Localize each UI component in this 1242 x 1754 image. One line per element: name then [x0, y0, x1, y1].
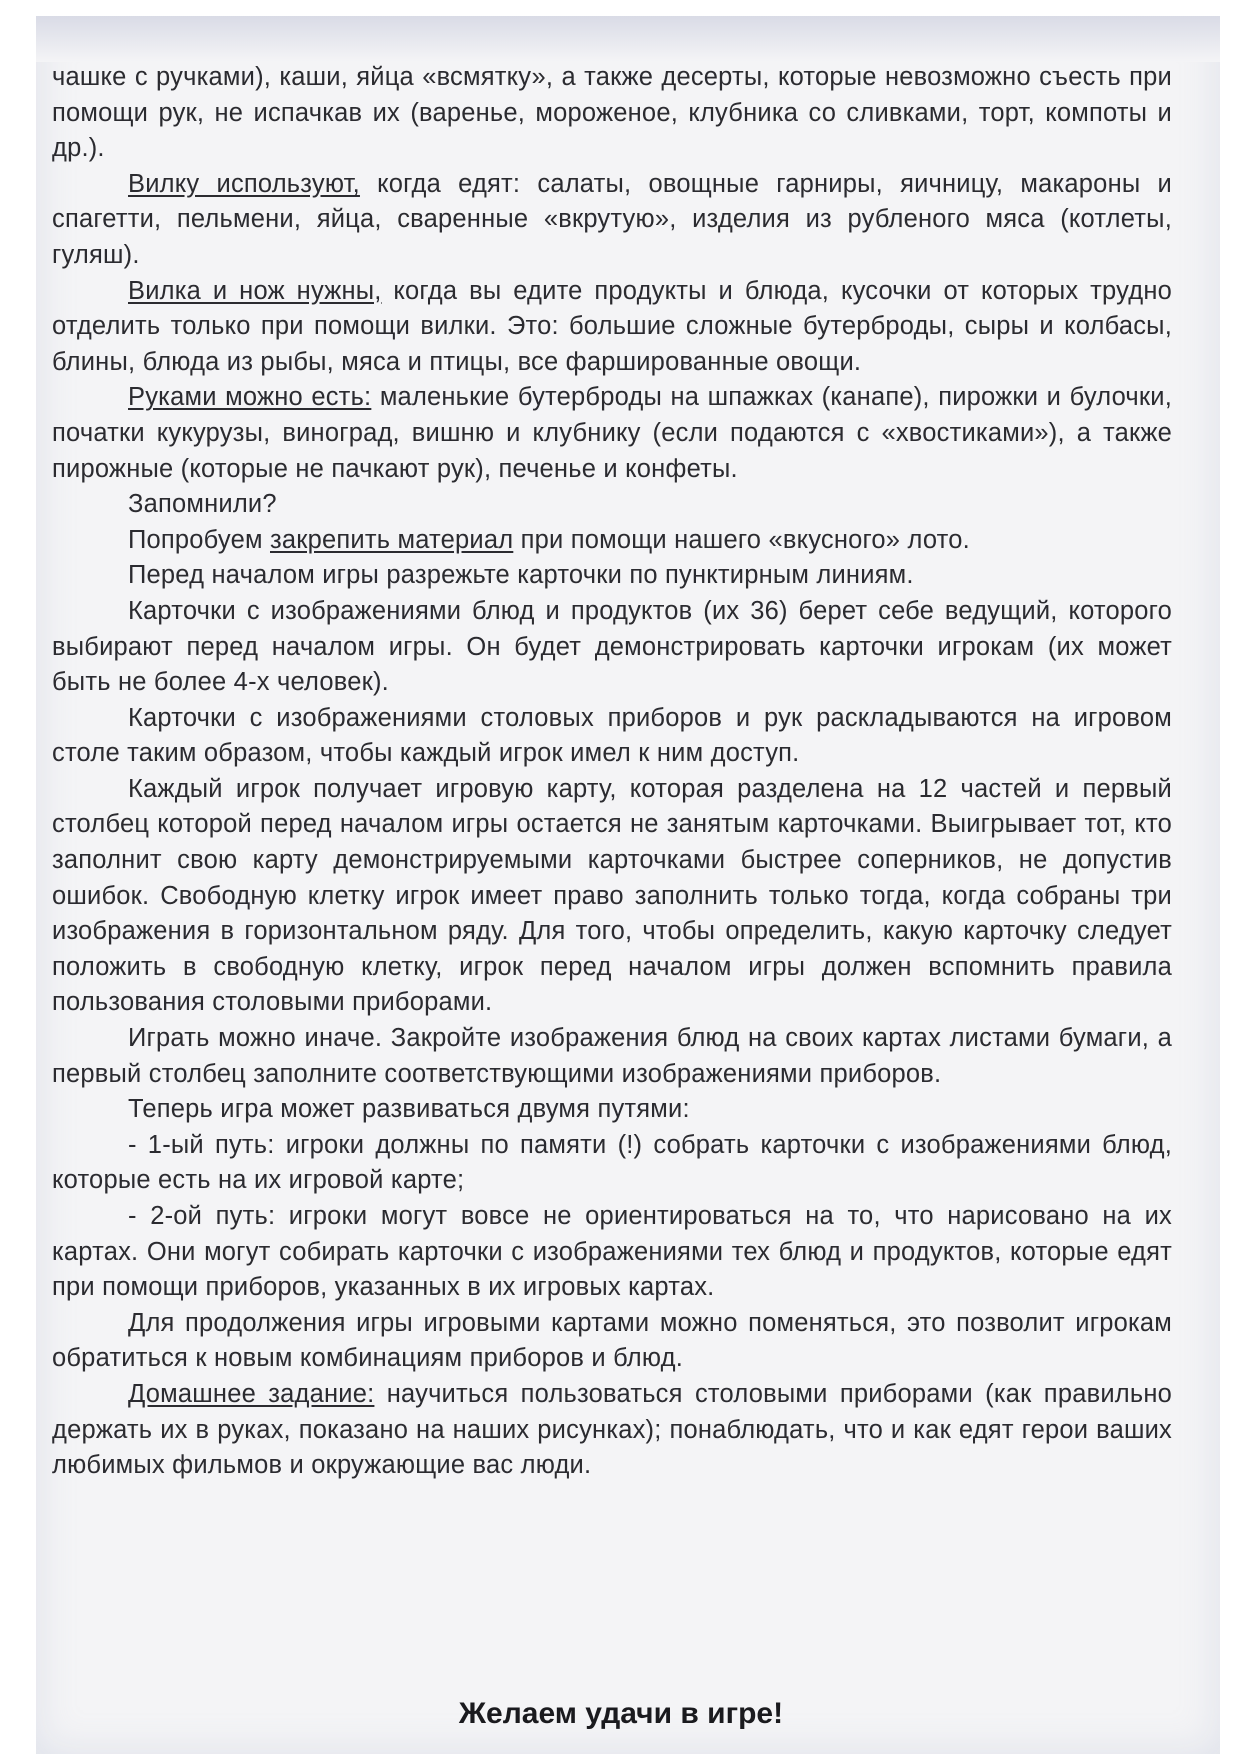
underlined-phrase: закрепить материал	[270, 525, 514, 554]
paragraph-way-one: - 1-ый путь: игроки должны по памяти (!) собрать карточки с изображениями блюд, которые есть на их игровой карте;	[52, 1130, 1172, 1195]
scan-top-shade	[36, 16, 1220, 62]
underlined-heading: Руками можно есть:	[128, 383, 372, 412]
document-body	[52, 60, 1172, 1484]
paragraph-hands: Руками можно есть: маленькие бутерброды на шпажках (канапе), пирожки и булочки, початки кукурузы, виноград, вишню и клубнику (если подаются с «хвостиками»), а также пирожные (которые не пачкают рук), печенье и конфеты.	[52, 383, 1172, 483]
paragraph-host: Карточки с изображениями блюд и продуктов (их 36) берет себе ведущий, которого выбирают перед началом игры. Он будет демонстрировать карточки игрокам (их может быть не более 4-х человек).	[52, 596, 1172, 697]
underlined-heading: Домашнее задание:	[128, 1379, 375, 1408]
paragraph-alternative: Играть можно иначе. Закройте изображения блюд на своих картах листами бумаги, а первый столбец заполните соответствующими изображениями приборов.	[52, 1024, 1172, 1088]
paragraph-utensil-cards: Карточки с изображениями столовых приборов и рук раскладываются на игровом столе таким образом, чтобы каждый игрок имел к ним доступ.	[52, 703, 1172, 768]
paragraph-fork: Вилку используют, когда едят: салаты, овощные гарниры, яичницу, макароны и спагетти, пельмени, яйца, сваренные «вкрутую», изделия из рубленого мяса (котлеты, гуляш).	[52, 169, 1172, 269]
paragraph-desserts: чашке с ручками), каши, яйца «всмятку», а также десерты, которые невозможно съесть при помощи рук, не испачкав их (варенье, мороженое, клубника со сливками, торт, компоты и др.).	[52, 63, 1172, 163]
paragraph-way-two: - 2-ой путь: игроки могут вовсе не ориентироваться на то, что нарисовано на их картах. Они могут собирать карточки с изображениями тех блюд и продуктов, которые едят при помощи приборов, указанных в их игровых картах.	[52, 1202, 1172, 1302]
closing-wish: Желаем удачи в игре!	[458, 1697, 784, 1730]
paragraph-cut-cards: Перед началом игры разрежьте карточки по пунктирным линиям.	[128, 561, 914, 590]
paragraph-lotto-intro: Попробуем закрепить материал при помощи нашего «вкусного» лото.	[128, 525, 970, 554]
paragraph-homework: Домашнее задание: научиться пользоваться столовыми приборами (как правильно держать их в руках, показано на наших рисунках); понаблюдать, что и как едят герои ваших любимых фильмов и окружающие вас люди.	[52, 1379, 1172, 1480]
paragraph-fork-and-knife: Вилка и нож нужны, когда вы едите продукты и блюда, кусочки от которых трудно отделить только при помощи вилки. Это: большие сложные бутерброды, сыры и колбасы, блины, блюда из рыбы, мяса и птицы, все фаршированные овощи.	[52, 276, 1172, 376]
paragraph-swap-cards: Для продолжения игры игровыми картами можно поменяться, это позволит игрокам обратиться к новым комбинациям приборов и блюд.	[52, 1308, 1172, 1373]
paragraph-two-ways: Теперь игра может развиваться двумя путями:	[128, 1095, 690, 1124]
underlined-heading: Вилка и нож нужны,	[128, 276, 382, 305]
paragraph-game-card: Каждый игрок получает игровую карту, которая разделена на 12 частей и первый столбец которой перед началом игры остается не занятым карточками. Выигрывает тот, кто заполнит свою карту демонстрируемыми карточками быстрее соперников, не допустив ошибок. Свободную клетку игрок имеет право заполнить только тогда, когда собраны три изображения в горизонтальном ряду. Для того, чтобы определить, какую карточку следует положить в свободную клетку, игрок перед началом игры должен вспомнить правила пользования столовыми приборами.	[52, 774, 1172, 1017]
paragraph-remembered: Запомнили?	[128, 490, 277, 519]
underlined-heading: Вилку используют,	[128, 169, 360, 198]
